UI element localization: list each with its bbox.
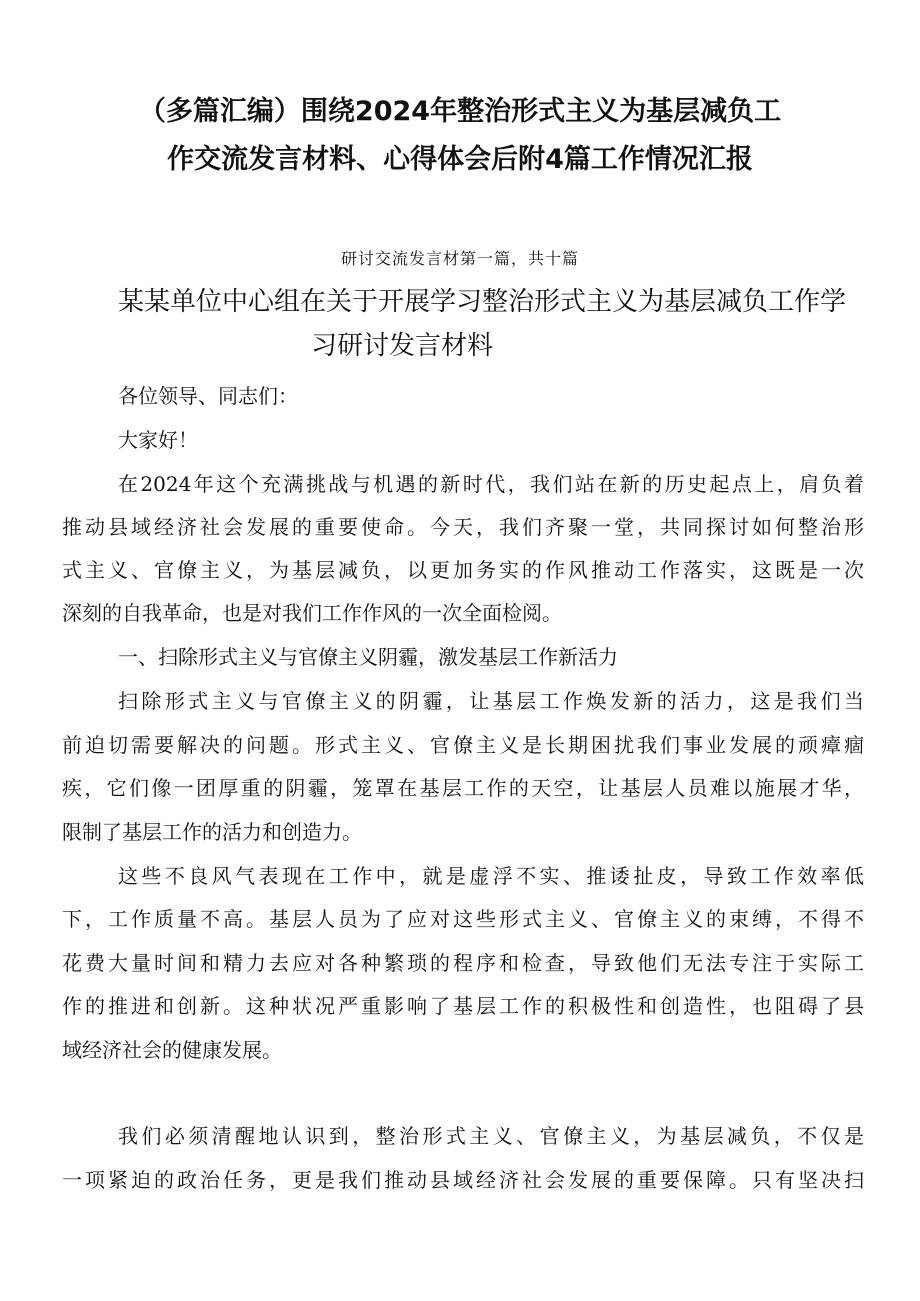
- paragraph-1-line: 式主义、官僚主义，为基层减负，以更加务实的作风推动工作落实，这既是一次: [62, 558, 864, 582]
- paragraph-1-line: 深刻的自我革命，也是对我们工作作风的一次全面检阅。: [62, 601, 562, 625]
- paragraph-3-line: 下，工作质量不高。基层人员为了应对这些形式主义、官僚主义的束缚，不得不: [62, 907, 864, 931]
- section-heading-1: 一、扫除形式主义与官僚主义阴霾，激发基层工作新活力: [118, 645, 618, 669]
- document-title-line-2: 作交流发言材料、心得体会后附4篇工作情况汇报: [167, 144, 753, 175]
- paragraph-1-line: 推动县域经济社会发展的重要使命。今天，我们齐聚一堂，共同探讨如何整治形: [62, 515, 864, 539]
- article-title-line-2: 习研讨发言材料: [311, 331, 494, 361]
- section-caption: 研讨交流发言材第一篇，共十篇: [340, 249, 579, 268]
- paragraph-2-line: 限制了基层工作的活力和创造力。: [62, 820, 362, 844]
- paragraph-3-line: 花费大量时间和精力去应对各种繁琐的程序和检查，导致他们无法专注于实际工: [62, 951, 864, 975]
- document-title-line-1: （多篇汇编）围绕2024年整治形式主义为基层减负工: [138, 96, 782, 127]
- paragraph-3-line: 作的推进和创新。这种状况严重影响了基层工作的积极性和创造性，也阻碍了县: [62, 994, 864, 1018]
- article-title-line-1: 某某单位中心组在关于开展学习整治形式主义为基层减负工作学: [118, 287, 847, 317]
- paragraph-2-line: 疾，它们像一团厚重的阴霾，笼罩在基层工作的天空，让基层人员难以施展才华，: [62, 776, 864, 800]
- paragraph-3-line: 域经济社会的健康发展。: [62, 1038, 282, 1062]
- paragraph-4-line: 我们必须清醒地认识到，整治形式主义、官僚主义，为基层减负，不仅是: [118, 1124, 864, 1148]
- paragraph-2-line: 扫除形式主义与官僚主义的阴霾，让基层工作焕发新的活力，这是我们当: [118, 689, 864, 713]
- paragraph-2-line: 前迫切需要解决的问题。形式主义、官僚主义是长期困扰我们事业发展的顽瘴痼: [62, 733, 864, 757]
- paragraph-3-line: 这些不良风气表现在工作中，就是虚浮不实、推诿扯皮，导致工作效率低: [118, 864, 864, 888]
- salutation: 各位领导、同志们：: [118, 384, 298, 408]
- greeting: 大家好！: [118, 428, 198, 452]
- document-title: [0, 88, 920, 184]
- paragraph-4-line: 一项紧迫的政治任务，更是我们推动县域经济社会发展的重要保障。只有坚决扫: [62, 1168, 864, 1192]
- paragraph-1-line: 在2024年这个充满挑战与机遇的新时代，我们站在新的历史起点上，肩负着: [118, 472, 864, 496]
